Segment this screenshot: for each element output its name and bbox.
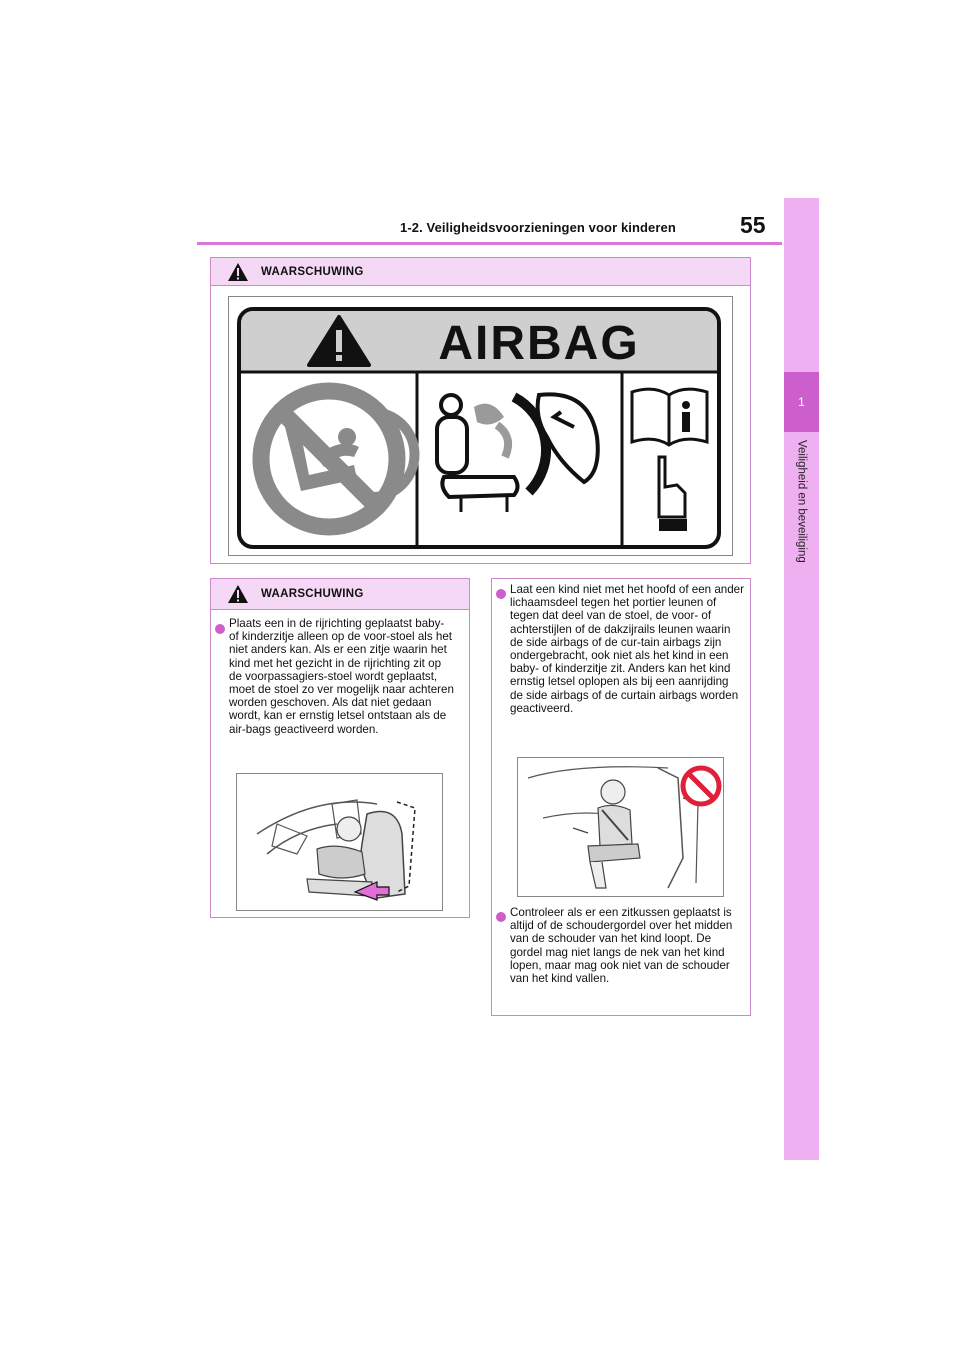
chapter-number: 1 xyxy=(784,372,819,432)
chapter-title: Veiligheid en beveiliging xyxy=(795,440,808,563)
warning-box-side-airbags xyxy=(491,578,751,1016)
section-title: 1-2. Veiligheidsvoorzieningen voor kinderen xyxy=(400,220,676,235)
warning-header xyxy=(211,258,750,286)
warning-title: WAARSCHUWING xyxy=(261,588,364,600)
airbag-text: AIRBAG xyxy=(438,317,640,370)
front-seat-warning-text: Plaats een in de rijrichting geplaatst baby- of kinderzitje alleen op de voor-stoel als het niet anders kan. Als er een zitje waarin het kind met het gezicht in de rijrichting zit op de voorpassagiers-stoel wordt geplaatst, moet de stoel zo ver mogelijk naar achteren worden geschoven. Als dat niet gedaan wordt, kan er ernstig letsel ontstaan als de air-bags geactiveerd worden. xyxy=(229,617,454,736)
warning-box-front-seat xyxy=(210,578,470,918)
shoulder-belt-warning-text: Controleer als er een zitkussen geplaatst is altijd of de schoudergordel over het midden van de schouder van het kind loopt. De gordel mag niet langs de nek van het kind lopen, maar mag ook niet van de schouder van het kind vallen. xyxy=(510,906,733,986)
warning-title: WAARSCHUWING xyxy=(261,265,364,278)
bullet-icon xyxy=(215,621,225,639)
manual-info-icon xyxy=(632,389,707,445)
warning-triangle-icon xyxy=(227,262,249,282)
airbag-label-image xyxy=(228,296,733,556)
warning-box-airbag xyxy=(210,257,751,564)
side-airbag-warning-text: Laat een kind niet met het hoofd of een ander lichaamsdeel tegen het portier leunen of tegen dat deel van de stoel, de voor- of achterstijlen of de dakzijrails leunen waarin de side airbags of de cur-tain airbags zijn ondergebracht, ook niet als het kind in een baby- of kinderzitje zit. Anders kan het kind ernstig letsel oplopen als bij een aanrijding de side airbags of de curtain airbags worden geactiveerd. xyxy=(510,583,744,715)
bullet-icon xyxy=(496,586,506,604)
booster-seat-illustration xyxy=(517,757,724,897)
bullet-icon xyxy=(496,909,506,927)
warning-header xyxy=(211,579,469,610)
header-rule xyxy=(197,242,782,245)
warning-triangle-icon xyxy=(227,584,249,604)
page-number: 55 xyxy=(740,212,766,238)
child-seat-illustration xyxy=(236,773,443,911)
prohibited-icon xyxy=(683,768,719,804)
airbag-warning-label xyxy=(229,297,732,555)
